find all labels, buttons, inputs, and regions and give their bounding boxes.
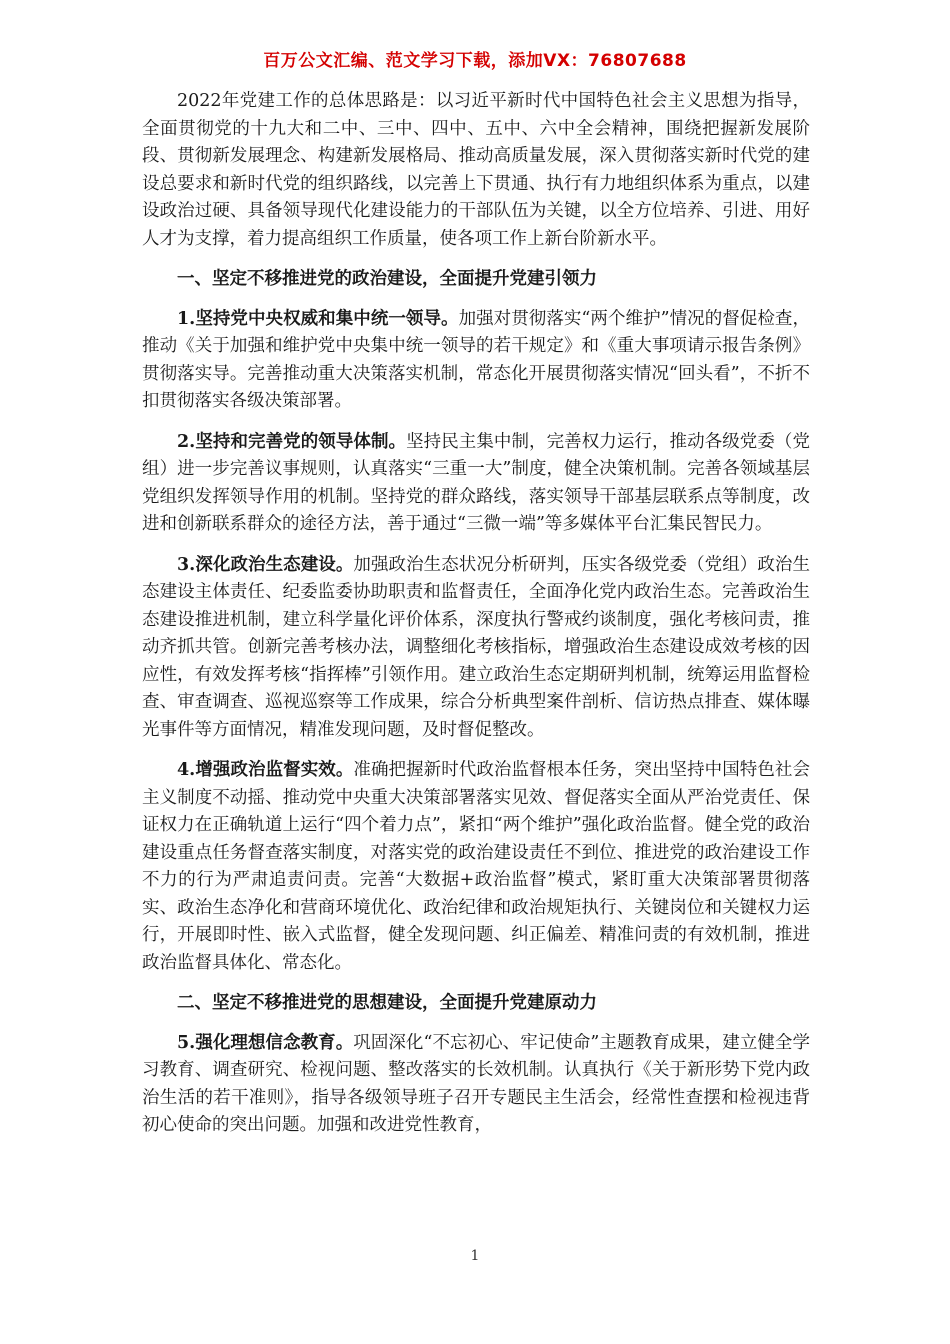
item-text: 坚持民主集中制，完善权力运行，推动各级党委（党组）进一步完善议事规则，认真落实“三重一大”制度，健全决策机制。完善各领域基层党组织发挥领导作用的机制。坚持党的群众路线，落实领导干部基层联系点等制度，改进和创新联系群众的途径方法，善于通过“三微一端”等多媒体平台汇集民智民力。 (142, 431, 810, 534)
item-paragraph-4 (142, 757, 810, 977)
intro-paragraph: 2022年党建工作的总体思路是：以习近平新时代中国特色社会主义思想为指导，全面贯彻党的十九大和二中、三中、四中、五中、六中全会精神，围绕把握新发展阶段、贯彻新发展理念、构建新发展格局、推动高质量发展，深入贯彻落实新时代党的建设总要求和新时代党的组织路线，以完善上下贯通、执行有力地组织体系为重点，以建设政治过硬、具备领导现代化建设能力的干部队伍为关键，以全方位培养、引进、用好人才为支撑，着力提高组织工作质量，使各项工作上新台阶新水平。 (142, 91, 810, 249)
item-text: 准确把握新时代政治监督根本任务，突出坚持中国特色社会主义制度不动摇、推动党中央重大决策部署落实见效、督促落实全面从严治党责任、保证权力在正确轨道上运行“四个着力点”，紧扣“两个维护”强化政治监督。健全党的政治建设重点任务督查落实制度，对落实党的政治建设责任不到位、推进党的政治建设工作不力的行为严肃追责问责。完善“大数据+政治监督”模式，紧盯重大决策部署贯彻落实、政治生态净化和营商环境优化、政治纪律和政治规矩执行、关键岗位和关键权力运行，开展即时性、嵌入式监督，健全发现问题、纠正偏差、精准问责的有效机制，推进政治监督具体化、常态化。 (142, 760, 810, 973)
item-text: 加强政治生态状况分析研判，压实各级党委（党组）政治生态建设主体责任、纪委监委协助职责和监督责任，全面净化党内政治生态。完善政治生态建设推进机制，建立科学量化评价体系，深度执行警戒约谈制度，强化考核问责，推动齐抓共管。创新完善考核办法，调整细化考核指标，增强政治生态建设成效考核的因应性，有效发挥考核“指挥棒”引领作用。建立政治生态定期研判机制，统筹运用监督检查、审查调查、巡视巡察等工作成果，综合分析典型案件剖析、信访热点排查、媒体曝光事件等方面情况，精准发现问题，及时督促整改。 (142, 554, 810, 740)
item-lead: 5.强化理想信念教育。 (177, 1032, 354, 1053)
item-paragraph-5 (142, 1030, 810, 1140)
item-text: 巩固深化“不忘初心、牢记使命”主题教育成果，建立健全学习教育、调查研究、检视问题、整改落实的长效机制。认真执行《关于新形势下党内政治生活的若干准则》，指导各级领导班子召开专题民主生活会，经常性查摆和检视违背初心使命的突出问题。加强和改进党性教育， (142, 1032, 810, 1135)
item-lead: 4.增强政治监督实效。 (177, 760, 354, 780)
item-paragraph-3 (142, 552, 810, 745)
section-heading-1: 一、坚定不移推进党的政治建设，全面提升党建引领力 (177, 269, 597, 289)
page-number: 1 (470, 1248, 480, 1264)
document-body (142, 88, 810, 1153)
page-banner: 百万公文汇编、范文学习下载，添加VX：76807688 (263, 51, 687, 71)
section-heading-2: 二、坚定不移推进党的思想建设，全面提升党建原动力 (177, 993, 597, 1013)
item-text: 加强对贯彻落实“两个维护”情况的督促检查，推动《关于加强和维护党中央集中统一领导的若干规定》和《重大事项请示报告条例》贯彻落实导。完善推动重大决策落实机制，常态化开展贯彻落实情况“回头看”，不折不扣贯彻落实各级决策部署。 (142, 308, 810, 411)
item-paragraph-1 (142, 306, 810, 416)
item-lead: 2.坚持和完善党的领导体制。 (177, 431, 407, 452)
item-lead: 1.坚持党中央权威和集中统一领导。 (177, 308, 459, 329)
item-paragraph-2 (142, 429, 810, 539)
item-lead: 3.深化政治生态建设。 (177, 554, 354, 575)
